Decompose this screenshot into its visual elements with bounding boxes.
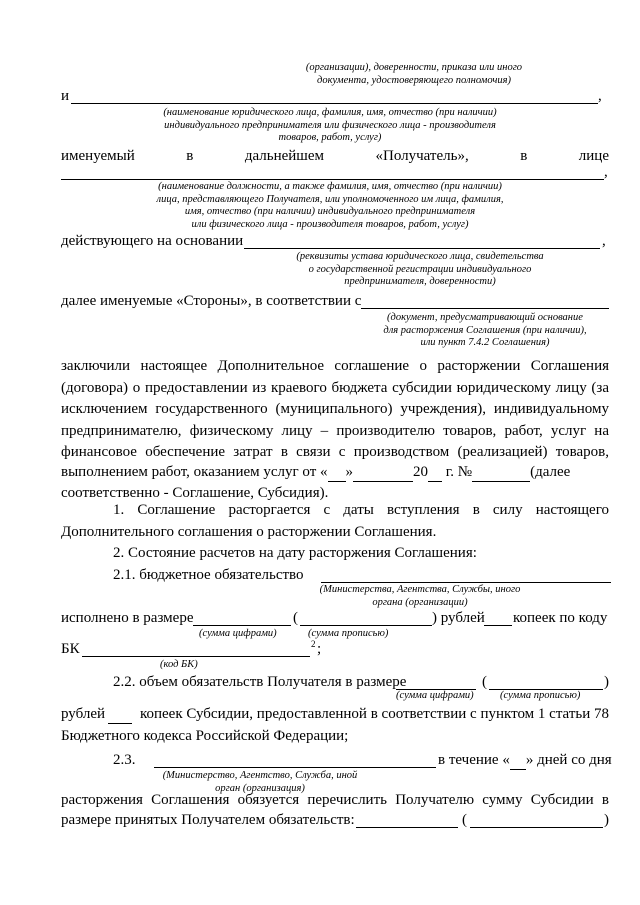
blank-month bbox=[353, 464, 413, 482]
blank-kbk bbox=[82, 656, 310, 657]
footnote-2: 2 bbox=[311, 639, 316, 649]
blank-sum-digits bbox=[193, 625, 291, 626]
blank-line bbox=[244, 248, 600, 249]
blank-kopecks bbox=[484, 625, 512, 626]
text-comma: , bbox=[604, 164, 608, 180]
text-parties: далее именуемые «Стороны», в соответствии с bbox=[61, 293, 362, 309]
paragraph-main-end: соответственно - Соглашение, Субсидия). bbox=[61, 485, 329, 501]
note-ministry: (Министерство, Агентство, Служба, иной орган (организация) bbox=[162, 770, 358, 794]
text-and: и bbox=[61, 88, 70, 104]
text-during-days: в течение « » дней со дня bbox=[438, 752, 612, 768]
blank-number bbox=[472, 464, 530, 482]
text-paren-open: ( bbox=[462, 812, 467, 828]
text-budget-code: Бюджетного кодекса Российской Федерации; bbox=[61, 728, 349, 744]
note-legal-name: (наименование юридического лица, фамилия, имя, отчество (при наличии) индивидуального предпринимателя или физического лица - производителя товаров, работ, услуг) bbox=[163, 107, 497, 143]
text-kop-code: копеек по коду bbox=[513, 610, 608, 626]
named-line: именуемый в дальнейшем «Получатель», в лице bbox=[61, 148, 609, 164]
note-sum-digits: (сумма цифрами) bbox=[199, 628, 277, 639]
note-organization: (организации), доверенности, приказа или иного документа, удостоверяющего полномочия) bbox=[305, 62, 523, 86]
blank-line bbox=[61, 179, 604, 180]
text-comma: , bbox=[602, 233, 606, 249]
blank-line bbox=[71, 103, 598, 104]
text-semicolon: ; bbox=[317, 641, 322, 657]
paragraph-last: расторжения Соглашения обязуется перечислить Получателю сумму Субсидии в bbox=[61, 792, 609, 808]
blank-line bbox=[361, 308, 609, 309]
note-document-basis: (документ, предусматривающий основание для расторжения Соглашения (при наличии), или пункт 7.4.2 Соглашения) bbox=[383, 312, 587, 348]
blank-kopecks bbox=[108, 706, 132, 724]
note-charter: (реквизиты устава юридического лица, свидетельства о государственной регистрации индивидуального предпринимателя, доверенности) bbox=[296, 251, 544, 287]
paragraph-main: заключили настоящее Дополнительное соглашение о расторжении Соглашения (договора) о предоставлении из краевого бюджета субсидии юридическому лицу (за исключением государственного (муниципального) учреждения), индивидуальному предпринимателю, физическому лицу – производителю товаров, работ, услуг на финансовое обеспечение затрат в связи с производством (реализацией) товаров, bbox=[61, 358, 609, 460]
item-2-2: 2.2. объем обязательств Получателя в размере bbox=[113, 674, 407, 690]
text-bk: БК bbox=[61, 641, 80, 657]
blank-line bbox=[321, 582, 611, 583]
note-sum-words: (сумма прописью) bbox=[308, 628, 389, 639]
blank-year bbox=[428, 464, 442, 482]
paragraph-main-date-line: выполнением работ, оказанием услуг от « » 20 г. № (далее bbox=[61, 464, 571, 480]
text-paren-close: ) bbox=[604, 812, 609, 828]
text-executed: исполнено в размере bbox=[61, 610, 194, 626]
text-acting-basis: действующего на основании bbox=[61, 233, 244, 249]
item-2-3: 2.3. bbox=[113, 752, 136, 768]
text-rubles: ) рублей bbox=[432, 610, 485, 626]
note-ministry: (Министерства, Агентства, Службы, иного органа (организации) bbox=[319, 584, 521, 608]
note-position: (наименование должности, а также фамилия, имя, отчество (при наличии) лица, представляющего Получателя, или уполномоченного им лица, фамилия, имя, отчество (при наличии) индивидуального предпринимателя или физического лица - производителя товаров, работ, услуг) bbox=[156, 181, 504, 230]
item-1: 1. Соглашение расторгается с даты вступления в силу настоящего Дополнительного соглашения о расторжении Соглашения. bbox=[61, 502, 609, 540]
text-paren-open: ( bbox=[293, 610, 298, 626]
item-2: 2. Состояние расчетов на дату расторжения Соглашения: bbox=[113, 545, 477, 561]
note-kbk: (код БК) bbox=[160, 659, 198, 670]
blank-day bbox=[328, 464, 346, 482]
note-sum-digits: (сумма цифрами) bbox=[396, 690, 474, 701]
blank-days bbox=[510, 752, 526, 770]
kopecks-line: рублей копеек Субсидии, предоставленной в соответствии с пунктом 1 статьи 78 bbox=[61, 706, 609, 722]
text-paren-open: ( bbox=[482, 674, 487, 690]
blank-line bbox=[154, 767, 436, 768]
text-paren-close: ) bbox=[604, 674, 609, 690]
text-comma: , bbox=[598, 88, 602, 104]
item-2-1: 2.1. бюджетное обязательство bbox=[113, 567, 304, 583]
blank-sum-words bbox=[470, 827, 603, 828]
note-sum-words: (сумма прописью) bbox=[500, 690, 581, 701]
blank-sum-digits bbox=[356, 827, 458, 828]
text-accepted-obligations: размере принятых Получателем обязательств: bbox=[61, 812, 355, 828]
blank-sum-words bbox=[300, 625, 432, 626]
